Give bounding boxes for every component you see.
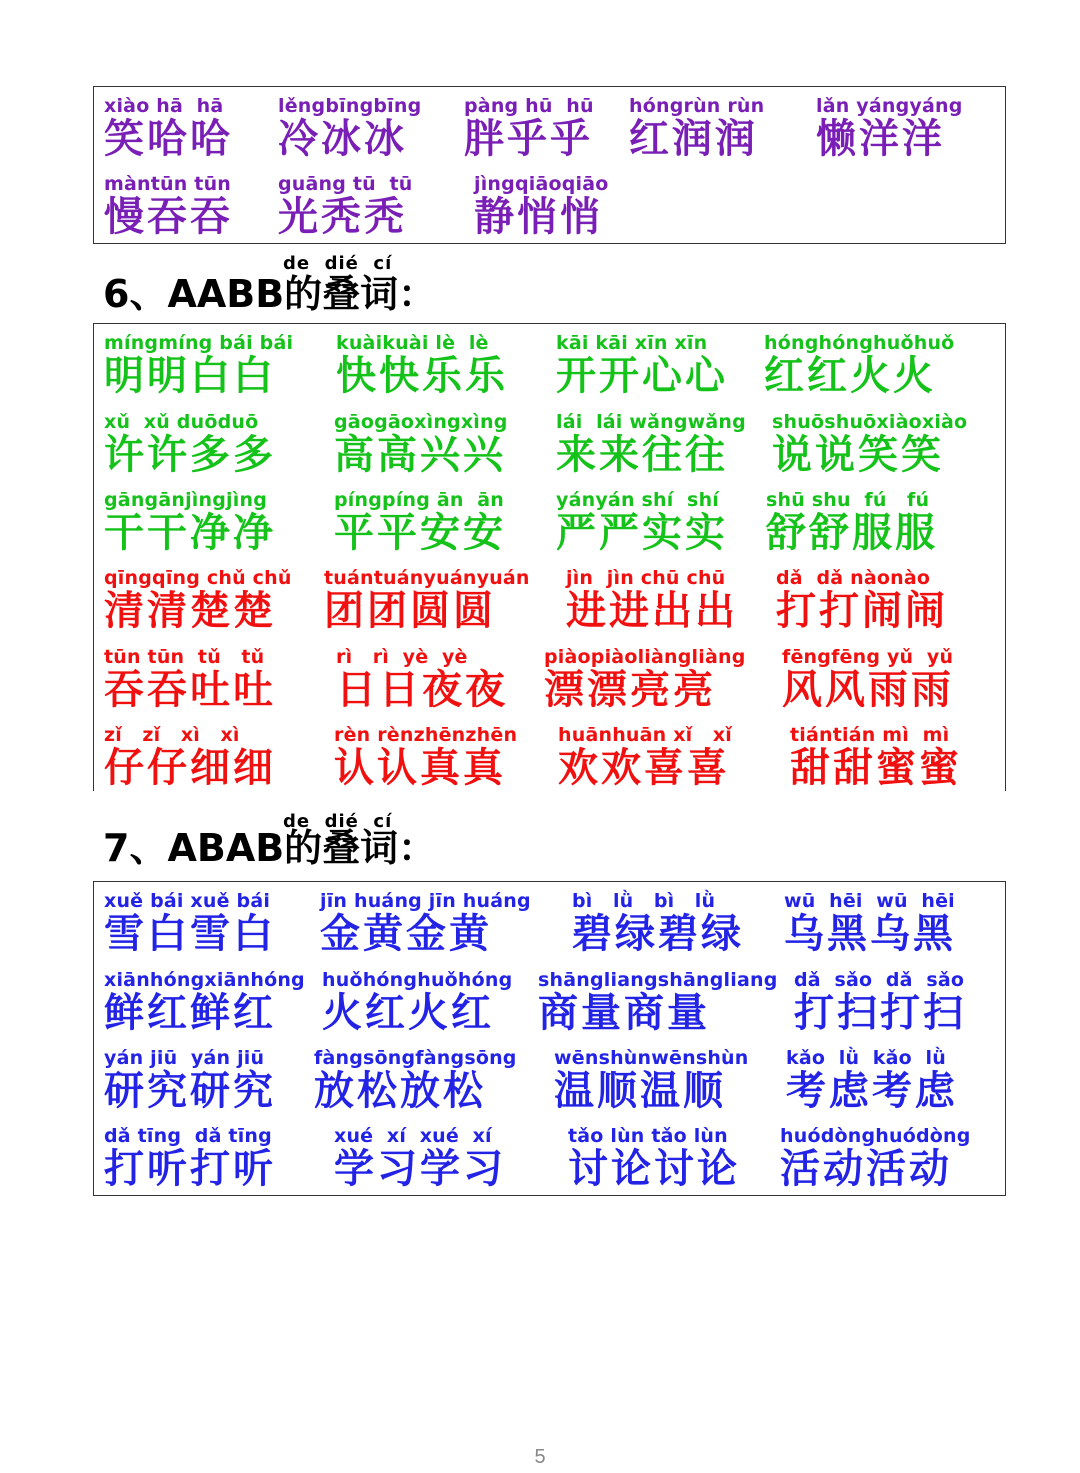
section-heading-aabb [103, 254, 436, 316]
word-pinyin: kǎo lǜ kǎo lǜ [786, 1047, 946, 1069]
word-hanzi: 开开心心 [556, 353, 728, 399]
word-card [336, 332, 508, 399]
word-hanzi: 鲜红鲜红 [104, 990, 276, 1036]
word-card [464, 95, 594, 162]
word-card [572, 890, 744, 957]
word-hanzi: 快快乐乐 [336, 353, 508, 399]
word-card [544, 646, 746, 713]
word-hanzi: 光秃秃 [278, 194, 407, 240]
word-card [334, 724, 517, 791]
word-card [324, 567, 530, 634]
word-hanzi: 认认真真 [334, 745, 506, 791]
word-hanzi: 欢欢喜喜 [558, 745, 730, 791]
word-pinyin: pàng hū hū [464, 95, 594, 117]
word-pinyin: yán jiū yán jiū [104, 1047, 265, 1069]
word-card [104, 173, 233, 240]
word-card [566, 567, 738, 634]
word-pinyin: shuōshuōxiàoxiào [772, 411, 968, 433]
word-card [556, 411, 746, 478]
word-card [629, 95, 764, 162]
word-pinyin: dǎ sǎo dǎ sǎo [794, 969, 965, 991]
word-card [790, 724, 962, 791]
word-hanzi: 平平安安 [334, 510, 506, 556]
word-pinyin: yányán shí shí [556, 489, 720, 511]
word-pinyin: jìngqiāoqiāo [474, 173, 609, 195]
word-hanzi: 慢吞吞 [104, 194, 233, 240]
word-card [816, 95, 963, 162]
word-pinyin: màntūn tūn [104, 173, 232, 195]
word-hanzi: 红润润 [629, 116, 758, 162]
word-hanzi: 说说笑笑 [772, 432, 944, 478]
word-card [320, 890, 531, 957]
word-card [314, 1047, 517, 1114]
word-hanzi: 打听打听 [104, 1146, 276, 1192]
word-card [336, 646, 508, 713]
word-pinyin: shū shu fú fú [766, 489, 930, 511]
word-pinyin: kuàikuài lè lè [336, 332, 489, 354]
word-hanzi: 打扫打扫 [794, 990, 966, 1036]
word-pinyin: xué xí xué xí [334, 1125, 492, 1147]
page-number: 5 [534, 1446, 546, 1468]
word-pinyin: rì rì yè yè [336, 646, 468, 668]
word-card [554, 1047, 749, 1114]
word-pinyin: huānhuān xǐ xǐ [558, 724, 732, 746]
word-card [568, 1125, 740, 1192]
word-hanzi: 团团圆圆 [324, 588, 496, 634]
word-card [786, 1047, 958, 1114]
word-pinyin: guāng tū tū [278, 173, 413, 195]
heading-text: 6、AABB的叠词： [103, 272, 437, 316]
word-card [322, 969, 512, 1036]
word-pinyin: xiānhóngxiānhóng [104, 969, 305, 991]
word-card [784, 890, 956, 957]
word-hanzi: 胖乎乎 [464, 116, 593, 162]
word-pinyin: wū hēi wū hēi [784, 890, 955, 912]
word-hanzi: 进进出出 [566, 588, 738, 634]
word-card [104, 724, 276, 791]
word-pinyin: bì lǜ bì lǜ [572, 890, 716, 912]
word-pinyin: zǐ zǐ xì xì [104, 724, 240, 746]
word-card [104, 646, 276, 713]
word-pinyin: huódònghuódòng [780, 1125, 971, 1147]
word-pinyin: tiántián mì mì [790, 724, 950, 746]
word-hanzi: 商量商量 [538, 990, 710, 1036]
word-card [104, 95, 233, 162]
word-card [104, 332, 293, 399]
word-card [766, 489, 938, 556]
word-pinyin: hóngrùn rùn [629, 95, 765, 117]
word-pinyin: dǎ dǎ nàonào [776, 567, 931, 589]
word-card [538, 969, 778, 1036]
word-hanzi: 甜甜蜜蜜 [790, 745, 962, 791]
word-pinyin: lǎn yángyáng [816, 95, 963, 117]
word-pinyin: hónghónghuǒhuǒ [764, 332, 955, 354]
word-hanzi: 吞吞吐吐 [104, 667, 276, 713]
word-card [764, 332, 954, 399]
heading-pinyin: de dié cí [283, 253, 393, 274]
word-hanzi: 讨论讨论 [568, 1146, 740, 1192]
word-hanzi: 乌黑乌黑 [784, 911, 956, 957]
heading-pinyin: de dié cí [283, 811, 393, 832]
word-card [556, 489, 728, 556]
word-card [474, 173, 609, 240]
word-pinyin: gāogāoxìngxìng [334, 411, 508, 433]
word-card [334, 411, 508, 478]
word-hanzi: 红红火火 [764, 353, 936, 399]
word-pinyin: qīngqīng chǔ chǔ [104, 567, 292, 589]
aabb-word-box [93, 323, 1006, 791]
word-card [772, 411, 967, 478]
word-card [780, 1125, 971, 1192]
word-card [104, 1047, 276, 1114]
abab-word-box [93, 881, 1006, 1196]
word-pinyin: fēngfēng yǔ yǔ [782, 646, 954, 668]
word-hanzi: 打打闹闹 [776, 588, 948, 634]
word-hanzi: 温顺温顺 [554, 1068, 726, 1114]
word-pinyin: tuántuányuányuán [324, 567, 530, 589]
word-pinyin: xuě bái xuě bái [104, 890, 271, 912]
word-hanzi: 笑哈哈 [104, 116, 233, 162]
word-pinyin: gāngānjìngjìng [104, 489, 268, 511]
word-card [334, 489, 506, 556]
word-hanzi: 仔仔细细 [104, 745, 276, 791]
word-card [776, 567, 948, 634]
word-card [782, 646, 954, 713]
word-pinyin: huǒhónghuǒhóng [322, 969, 513, 991]
word-hanzi: 日日夜夜 [336, 667, 508, 713]
word-card [104, 969, 305, 1036]
word-hanzi: 漂漂亮亮 [544, 667, 716, 713]
section-heading-abab [103, 810, 436, 870]
word-pinyin: rèn rènzhēnzhēn [334, 724, 518, 746]
word-card [334, 1125, 506, 1192]
word-hanzi: 懒洋洋 [816, 116, 945, 162]
word-pinyin: kāi kāi xīn xīn [556, 332, 708, 354]
word-hanzi: 来来往往 [556, 432, 728, 478]
word-card [558, 724, 732, 791]
word-card [104, 489, 276, 556]
word-hanzi: 冷冰冰 [278, 116, 407, 162]
word-hanzi: 火红火红 [322, 990, 494, 1036]
word-hanzi: 严严实实 [556, 510, 728, 556]
word-pinyin: xiào hā hā [104, 95, 224, 117]
word-pinyin: tūn tūn tǔ tǔ [104, 646, 265, 668]
word-pinyin: lái lái wǎngwǎng [556, 411, 746, 433]
word-hanzi: 清清楚楚 [104, 588, 276, 634]
word-hanzi: 学习学习 [334, 1146, 506, 1192]
word-pinyin: dǎ tīng dǎ tīng [104, 1125, 272, 1147]
word-card [104, 567, 292, 634]
word-pinyin: fàngsōngfàngsōng [314, 1047, 517, 1069]
word-hanzi: 活动活动 [780, 1146, 952, 1192]
word-card [278, 95, 421, 162]
word-hanzi: 风风雨雨 [782, 667, 954, 713]
word-hanzi: 碧绿碧绿 [572, 911, 744, 957]
word-hanzi: 干干净净 [104, 510, 276, 556]
word-pinyin: piàopiàoliàngliàng [544, 646, 746, 668]
word-card [104, 411, 276, 478]
word-hanzi: 金黄金黄 [320, 911, 492, 957]
word-pinyin: lěngbīngbīng [278, 95, 422, 117]
abb-word-box [93, 86, 1006, 244]
word-pinyin: xǔ xǔ duōduō [104, 411, 259, 433]
word-card [104, 1125, 276, 1192]
word-hanzi: 明明白白 [104, 353, 276, 399]
word-pinyin: píngpíng ān ān [334, 489, 505, 511]
word-pinyin: míngmíng bái bái [104, 332, 294, 354]
word-card [794, 969, 966, 1036]
word-pinyin: wēnshùnwēnshùn [554, 1047, 749, 1069]
word-pinyin: jīn huáng jīn huáng [320, 890, 531, 912]
heading-text: 7、ABAB的叠词： [103, 826, 437, 870]
word-hanzi: 许许多多 [104, 432, 276, 478]
word-pinyin: tǎo lùn tǎo lùn [568, 1125, 728, 1147]
word-hanzi: 高高兴兴 [334, 432, 506, 478]
word-hanzi: 研究研究 [104, 1068, 276, 1114]
word-card [104, 890, 276, 957]
word-hanzi: 雪白雪白 [104, 911, 276, 957]
word-card [556, 332, 728, 399]
word-pinyin: jìn jìn chū chū [566, 567, 726, 589]
word-card [278, 173, 413, 240]
word-hanzi: 舒舒服服 [766, 510, 938, 556]
word-hanzi: 放松放松 [314, 1068, 486, 1114]
word-hanzi: 考虑考虑 [786, 1068, 958, 1114]
word-hanzi: 静悄悄 [474, 194, 603, 240]
word-pinyin: shāngliangshāngliang [538, 969, 778, 991]
